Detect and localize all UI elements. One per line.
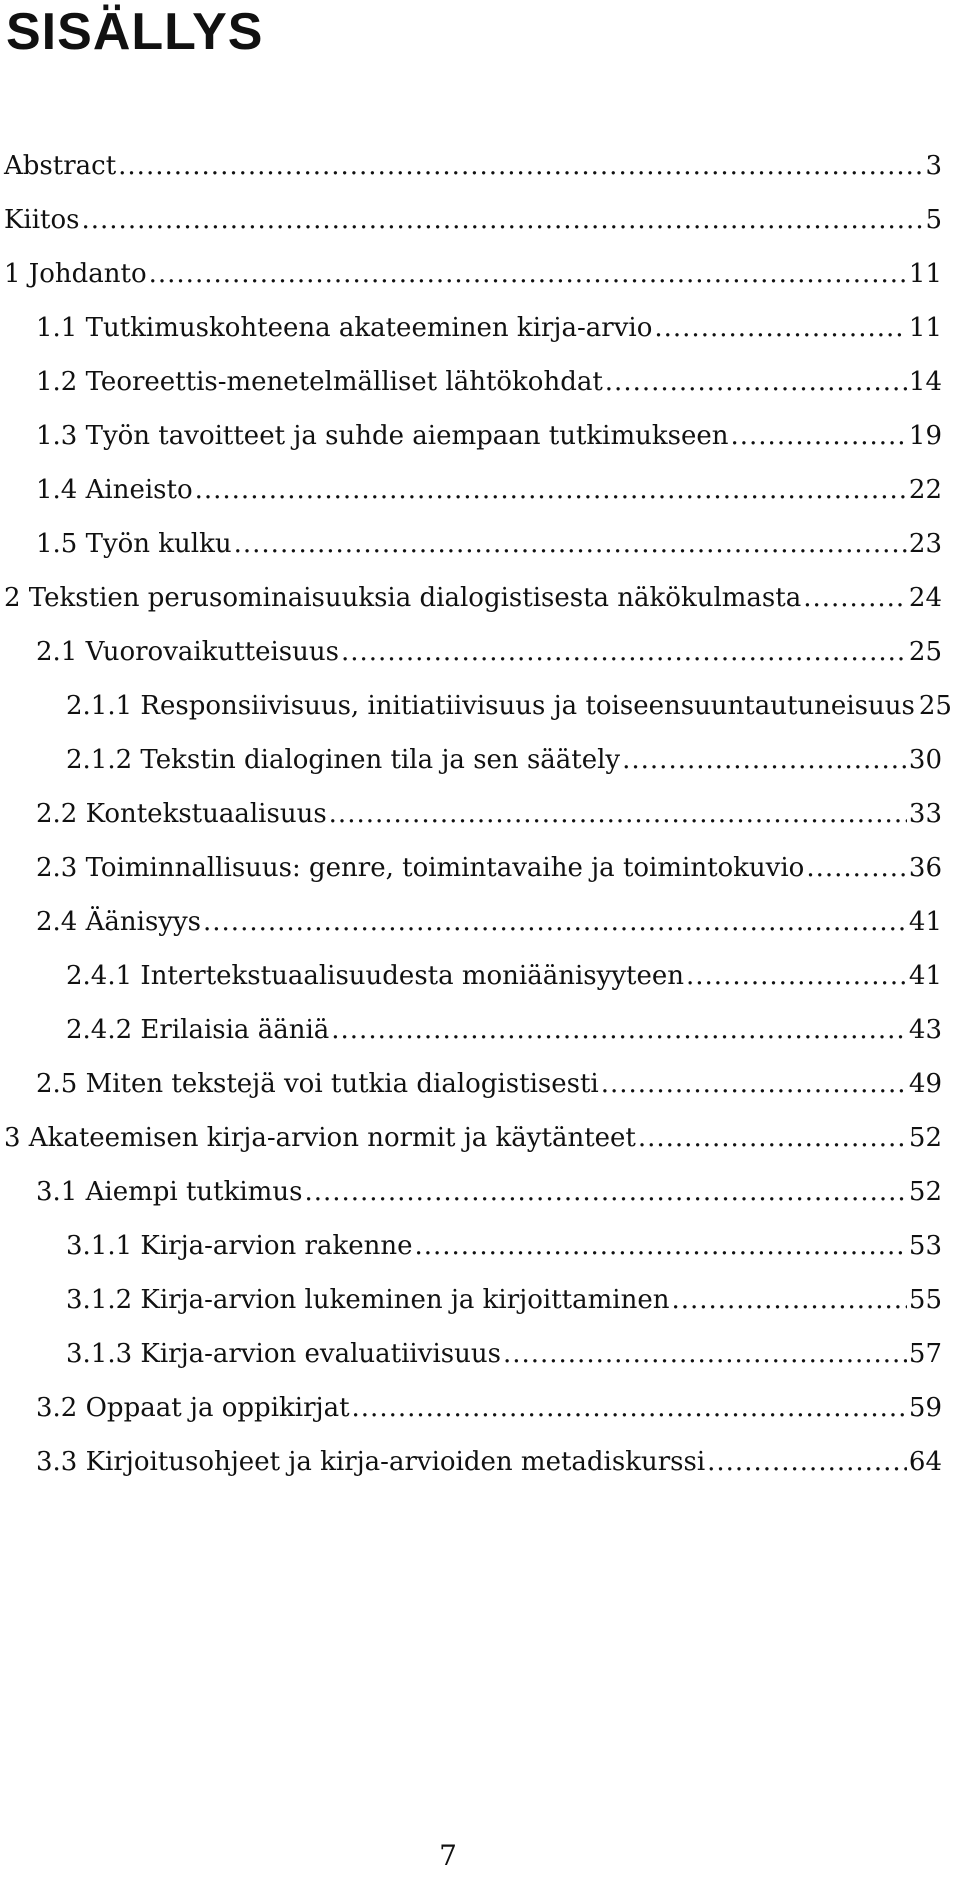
toc-dot-leader xyxy=(806,848,907,888)
toc-dot-leader xyxy=(622,740,907,780)
toc-entry-page: 11 xyxy=(908,259,942,289)
toc-dot-leader xyxy=(82,200,924,240)
toc-dot-leader xyxy=(601,1064,907,1104)
toc-entry-title: 3.1.1 Kirja-arvion rakenne xyxy=(66,1231,413,1261)
toc-entry-title: 1.4 Aineisto xyxy=(36,475,193,505)
toc-entry-page: 23 xyxy=(908,529,942,559)
toc-entry-title: Kiitos xyxy=(4,205,80,235)
toc-dot-leader xyxy=(671,1280,906,1320)
toc-dot-leader xyxy=(731,416,907,456)
toc-entry-page: 22 xyxy=(908,475,942,505)
page-title: SISÄLLYS xyxy=(6,3,264,61)
toc-entry-title: 2.1.2 Tekstin dialoginen tila ja sen säätely xyxy=(66,745,621,775)
toc-dot-leader xyxy=(654,308,907,348)
toc-dot-leader xyxy=(803,578,907,618)
toc-entry-page: 49 xyxy=(908,1069,942,1099)
toc-entry-page: 41 xyxy=(908,907,942,937)
toc-dot-leader xyxy=(352,1388,907,1428)
toc-dot-leader xyxy=(503,1334,907,1374)
toc-entry-title: 2.4.2 Erilaisia ääniä xyxy=(66,1015,330,1045)
toc-entry-title: 3.2 Oppaat ja oppikirjat xyxy=(36,1393,350,1423)
toc-entry[interactable] xyxy=(66,686,952,726)
toc-entry[interactable] xyxy=(36,524,942,564)
toc-entry[interactable] xyxy=(36,902,942,942)
toc-entry[interactable] xyxy=(4,254,942,294)
toc-entry[interactable] xyxy=(36,632,942,672)
toc-entry-page: 19 xyxy=(908,421,942,451)
toc-entry[interactable] xyxy=(36,308,942,348)
toc-entry-page: 52 xyxy=(908,1123,942,1153)
toc-entry-title: 1.2 Teoreettis-menetelmälliset lähtökohdat xyxy=(36,367,603,397)
toc-entry[interactable] xyxy=(66,1010,942,1050)
toc-entry-title: 2.4 Äänisyys xyxy=(36,907,202,937)
toc-entry-title: 2.4.1 Intertekstuaalisuudesta moniäänisyyteen xyxy=(66,961,684,991)
toc-entry-page: 55 xyxy=(908,1285,942,1315)
page-number: 7 xyxy=(439,1839,457,1872)
toc-entry[interactable] xyxy=(36,1064,942,1104)
toc-entry-page: 30 xyxy=(908,745,942,775)
toc-entry-page: 52 xyxy=(908,1177,942,1207)
toc-entry[interactable] xyxy=(66,1334,942,1374)
toc-dot-leader xyxy=(234,524,907,564)
toc-entry-title: 2.3 Toiminnallisuus: genre, toimintavaihe ja toimintokuvio xyxy=(36,853,805,883)
toc-entry[interactable] xyxy=(36,794,942,834)
toc-dot-leader xyxy=(118,146,923,186)
toc-entry[interactable] xyxy=(36,1442,942,1482)
toc-entry[interactable] xyxy=(36,1172,942,1212)
toc-entry-page: 43 xyxy=(908,1015,942,1045)
toc-entry-title: 2.5 Miten tekstejä voi tutkia dialogistisesti xyxy=(36,1069,599,1099)
toc-entry[interactable] xyxy=(66,956,942,996)
toc-entry-title: 1.5 Työn kulku xyxy=(36,529,232,559)
toc-entry[interactable] xyxy=(4,146,942,186)
toc-dot-leader xyxy=(707,1442,907,1482)
toc-entry-page: 25 xyxy=(908,637,942,667)
toc-entry-title: 3.1.3 Kirja-arvion evaluatiivisuus xyxy=(66,1339,501,1369)
toc-entry[interactable] xyxy=(36,416,942,456)
toc-entry-title: 3.3 Kirjoitusohjeet ja kirja-arvioiden metadiskurssi xyxy=(36,1447,706,1477)
toc-entry[interactable] xyxy=(66,740,942,780)
toc-entry[interactable] xyxy=(4,578,942,618)
toc-entry-page: 53 xyxy=(908,1231,942,1261)
toc-dot-leader xyxy=(686,956,907,996)
toc-entry-title: 2.1 Vuorovaikutteisuus xyxy=(36,637,339,667)
toc-entry[interactable] xyxy=(36,362,942,402)
toc-entry-page: 59 xyxy=(908,1393,942,1423)
toc-entry-page: 3 xyxy=(925,151,942,181)
toc-dot-leader xyxy=(329,794,907,834)
toc-entry-page: 5 xyxy=(925,205,942,235)
toc-entry[interactable] xyxy=(66,1226,942,1266)
toc-dot-leader xyxy=(638,1118,907,1158)
toc-entry-page: 41 xyxy=(908,961,942,991)
toc-entry-title: 3 Akateemisen kirja-arvion normit ja käytänteet xyxy=(4,1123,636,1153)
toc-entry-title: 2.2 Kontekstuaalisuus xyxy=(36,799,327,829)
toc-entry-title: 3.1.2 Kirja-arvion lukeminen ja kirjoittaminen xyxy=(66,1285,670,1315)
toc-entry-title: 1.1 Tutkimuskohteena akateeminen kirja-arvio xyxy=(36,313,653,343)
toc-entry-title: 2.1.1 Responsiivisuus, initiatiivisuus ja toiseensuuntautuneisuus xyxy=(66,691,915,721)
toc-entry[interactable] xyxy=(36,470,942,510)
toc-entry[interactable] xyxy=(36,1388,942,1428)
toc-entry-page: 64 xyxy=(908,1447,942,1477)
toc-entry-page: 11 xyxy=(908,313,942,343)
toc-entry-page: 57 xyxy=(908,1339,942,1369)
toc-dot-leader xyxy=(149,254,907,294)
toc-dot-leader xyxy=(304,1172,906,1212)
toc-dot-leader xyxy=(203,902,907,942)
toc-entry[interactable] xyxy=(4,1118,942,1158)
toc-dot-leader xyxy=(605,362,907,402)
toc-entry-page: 24 xyxy=(908,583,942,613)
toc-entry-title: Abstract xyxy=(4,151,117,181)
toc-entry[interactable] xyxy=(36,848,942,888)
toc-entry-title: 3.1 Aiempi tutkimus xyxy=(36,1177,303,1207)
toc-entry[interactable] xyxy=(4,200,942,240)
toc-dot-leader xyxy=(331,1010,907,1050)
toc-entry-title: 2 Tekstien perusominaisuuksia dialogistisesta näkökulmasta xyxy=(4,583,802,613)
toc-dot-leader xyxy=(341,632,907,672)
toc-entry-page: 14 xyxy=(908,367,942,397)
toc-entry-page: 36 xyxy=(908,853,942,883)
toc-entry-page: 25 xyxy=(918,691,952,721)
toc-entry-title: 1.3 Työn tavoitteet ja suhde aiempaan tutkimukseen xyxy=(36,421,729,451)
toc-entry[interactable] xyxy=(66,1280,942,1320)
toc-dot-leader xyxy=(414,1226,906,1266)
toc-entry-page: 33 xyxy=(908,799,942,829)
toc-dot-leader xyxy=(195,470,907,510)
toc-entry-title: 1 Johdanto xyxy=(4,259,147,289)
